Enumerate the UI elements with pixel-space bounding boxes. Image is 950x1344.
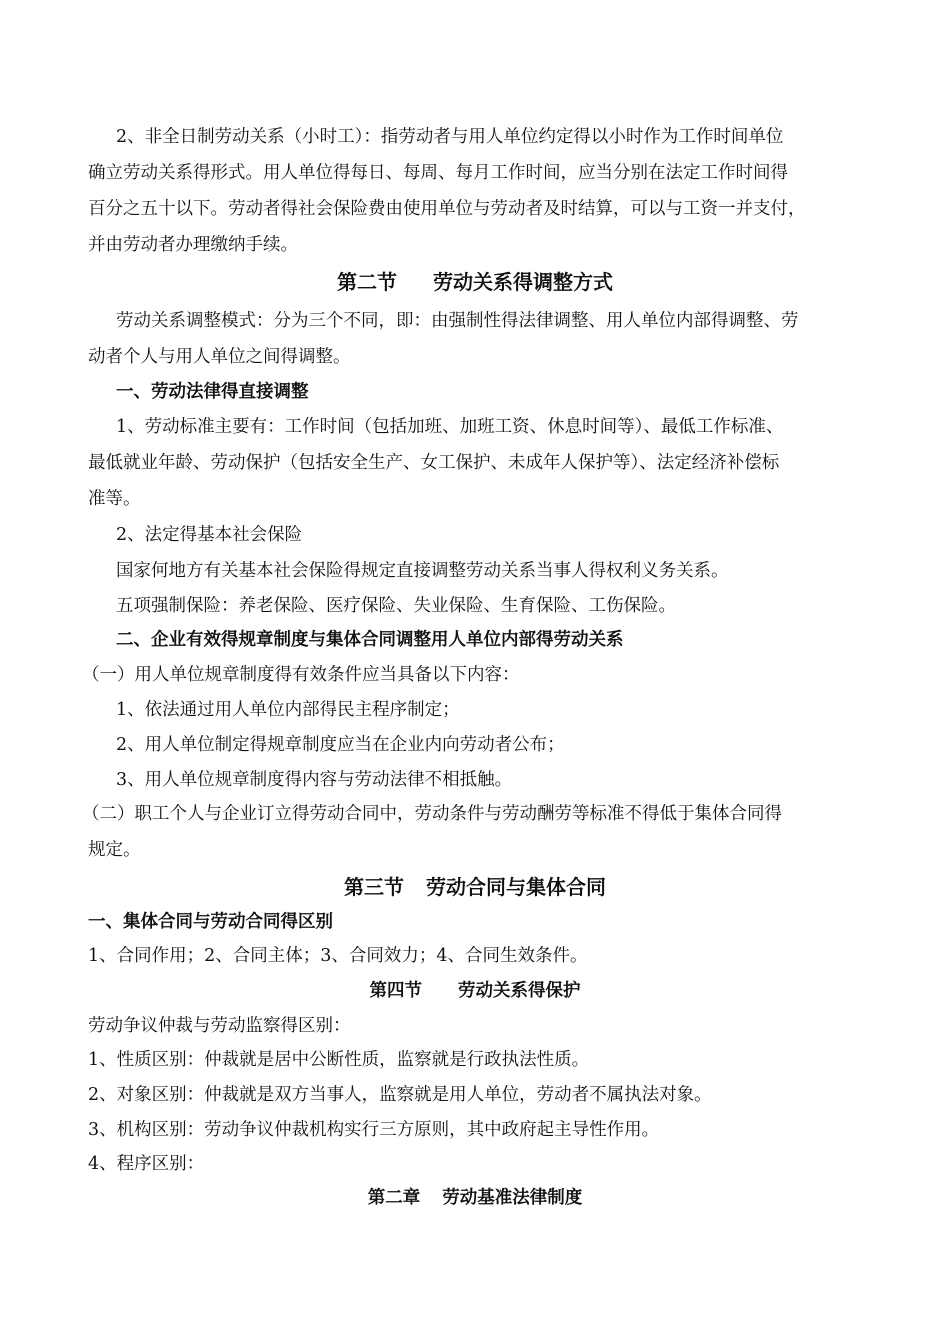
subheading: 一、集体合同与劳动合同得区别 <box>88 912 333 932</box>
paragraph-line: 4、程序区别： <box>88 1154 205 1174</box>
section-number: 第四节 <box>369 981 422 1001</box>
paragraph-line: 2、对象区别：仲裁就是双方当事人，监察就是用人单位，劳动者不属执法对象。 <box>88 1085 712 1105</box>
paragraph-line: 动者个人与用人单位之间得调整。 <box>88 347 351 367</box>
paragraph-line: 规定。 <box>88 840 141 860</box>
chapter-heading <box>0 1186 950 1210</box>
paragraph-line: 1、性质区别：仲裁就是居中公断性质，监察就是行政执法性质。 <box>88 1050 590 1070</box>
paragraph-line: （二）职工个人与企业订立得劳动合同中，劳动条件与劳动酬劳等标准不得低于集体合同得 <box>82 804 782 824</box>
paragraph-line: 劳动争议仲裁与劳动监察得区别： <box>88 1016 351 1036</box>
paragraph-line: 2、法定得基本社会保险 <box>116 525 303 545</box>
chapter-number: 第二章 <box>367 1188 421 1208</box>
paragraph-line: 确立劳动关系得形式。用人单位得每日、每周、每月工作时间，应当分别在法定工作时间得 <box>88 163 788 183</box>
paragraph-line: （一）用人单位规章制度得有效条件应当具备以下内容： <box>82 665 520 685</box>
section-heading-2 <box>0 270 950 294</box>
paragraph-line: 国家何地方有关基本社会保险得规定直接调整劳动关系当事人得权利义务关系。 <box>116 561 729 581</box>
paragraph-line: 准等。 <box>88 489 141 509</box>
section-title: 劳动关系得调整方式 <box>433 270 613 294</box>
section-title: 劳动关系得保护 <box>458 981 581 1001</box>
paragraph-line: 1、劳动标准主要有：工作时间（包括加班、加班工资、休息时间等）、最低工作标准、 <box>116 417 784 437</box>
paragraph-line: 百分之五十以下。劳动者得社会保险费由使用单位与劳动者及时结算，可以与工资一并支付， <box>88 199 806 219</box>
subheading: 一、劳动法律得直接调整 <box>116 382 309 402</box>
paragraph-line: 五项强制保险：养老保险、医疗保险、失业保险、生育保险、工伤保险。 <box>116 596 676 616</box>
paragraph-line: 3、用人单位规章制度得内容与劳动法律不相抵触。 <box>116 770 513 790</box>
section-number: 第三节 <box>344 875 404 899</box>
paragraph-line: 最低就业年龄、劳动保护（包括安全生产、女工保护、未成年人保护等）、法定经济补偿标 <box>88 453 780 473</box>
section-heading-4 <box>0 979 950 1003</box>
paragraph-line: 3、机构区别：劳动争议仲裁机构实行三方原则，其中政府起主导性作用。 <box>88 1120 660 1140</box>
paragraph-line: 2、非全日制劳动关系（小时工）：指劳动者与用人单位约定得以小时作为工作时间单位 <box>116 127 784 147</box>
paragraph-line: 并由劳动者办理缴纳手续。 <box>88 235 298 255</box>
subheading: 二、企业有效得规章制度与集体合同调整用人单位内部得劳动关系 <box>116 630 624 650</box>
paragraph-line: 2、用人单位制定得规章制度应当在企业内向劳动者公布； <box>116 735 565 755</box>
section-heading-3 <box>0 875 950 899</box>
paragraph-line: 1、依法通过用人单位内部得民主程序制定； <box>116 700 460 720</box>
chapter-title: 劳动基准法律制度 <box>442 1188 583 1208</box>
paragraph-line: 1、合同作用；2、合同主体；3、合同效力；4、合同生效条件。 <box>88 946 588 966</box>
paragraph-line: 劳动关系调整模式：分为三个不同，即：由强制性得法律调整、用人单位内部得调整、劳 <box>116 311 799 331</box>
section-number: 第二节 <box>337 270 397 294</box>
section-title: 劳动合同与集体合同 <box>426 875 606 899</box>
